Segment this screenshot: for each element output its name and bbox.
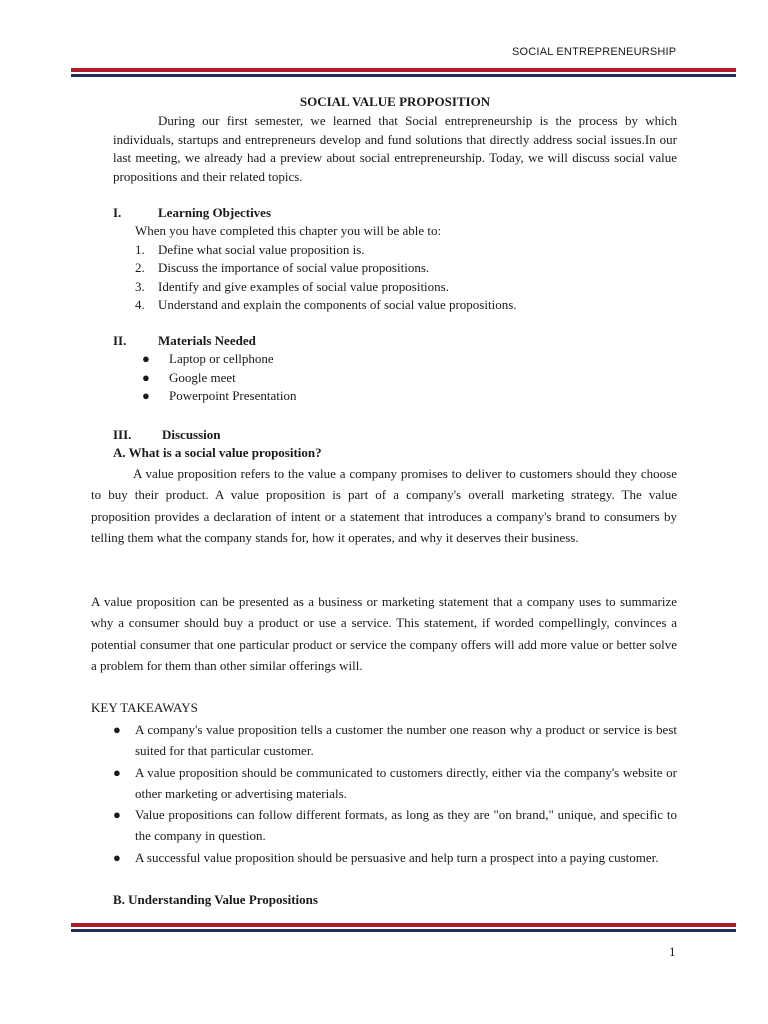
header-rule: [71, 68, 736, 77]
bullet-icon: ●: [113, 722, 121, 737]
list-item: [135, 296, 695, 314]
list-item: [113, 719, 677, 762]
list-item: [135, 278, 695, 296]
item-text: A value proposition should be communicated to customers directly, either via the company's website or other marketing or advertising materials.: [135, 764, 677, 801]
list-item: [135, 259, 695, 277]
item-number: 1.: [135, 242, 145, 257]
item-text: Identify and give examples of social value propositions.: [158, 278, 449, 294]
section-number: II.: [113, 333, 127, 348]
list-item: [142, 350, 542, 369]
section-discussion-heading: [113, 427, 221, 443]
running-header: SOCIAL ENTREPRENEURSHIP: [512, 46, 677, 58]
materials-list: [142, 350, 542, 406]
list-item: [142, 387, 542, 406]
section-number: I.: [113, 205, 122, 220]
bullet-icon: ●: [142, 351, 150, 366]
item-text: A company's value proposition tells a customer the number one reason why a product or service is best suited for that particular customer.: [135, 722, 677, 759]
subsection-b-heading: B. Understanding Value Propositions: [113, 892, 318, 907]
bullet-icon: ●: [113, 807, 121, 823]
item-text: Understand and explain the components of social value propositions.: [158, 296, 517, 312]
objectives-list: [135, 241, 695, 314]
list-item: [113, 847, 677, 868]
section-heading: Discussion: [162, 427, 221, 442]
item-text: Value propositions can follow different formats, as long as they are "on brand," unique, and specific to the company in question.: [135, 807, 677, 844]
item-number: 4.: [135, 296, 145, 312]
section-learning-objectives-heading: [113, 205, 271, 221]
item-text: Define what social value proposition is.: [158, 242, 365, 257]
page-number: 1: [669, 944, 676, 959]
discussion-paragraph-2: A value proposition can be presented as a business or marketing statement that a company uses to summarize why a consumer should buy a product or use a service. This statement, if worded compellingly, convinces a potential consumer that one particular product or service the company offers will add more value or better solve a problem for them than other similar offerings will.: [91, 594, 677, 673]
section-materials-heading: [113, 333, 256, 349]
bullet-icon: ●: [142, 388, 150, 404]
item-number: 2.: [135, 260, 145, 276]
bullet-icon: ●: [142, 369, 150, 385]
item-text: Laptop or cellphone: [169, 351, 274, 366]
intro-text: During our first semester, we learned that Social entrepreneurship is the process by which individuals, startups and entrepreneurs develop and fund solutions that directly address social issues.In our last meeting, we already had a preview about social entrepreneurship. Today, we will discuss social value propositions and their related topics.: [113, 113, 677, 184]
item-text: Powerpoint Presentation: [169, 388, 297, 404]
bullet-icon: ●: [113, 849, 121, 865]
intro-paragraph: [113, 112, 677, 186]
section-heading: Learning Objectives: [158, 205, 272, 220]
objectives-lead: When you have completed this chapter you will be able to:: [135, 223, 442, 238]
list-item: [142, 369, 542, 388]
document-title: SOCIAL VALUE PROPOSITION: [299, 94, 491, 109]
subsection-a-heading: A. What is a social value proposition?: [113, 445, 322, 460]
item-text: A successful value proposition should be persuasive and help turn a prospect into a paying customer.: [135, 849, 659, 865]
bullet-icon: ●: [113, 764, 121, 780]
list-item: [113, 762, 677, 805]
key-takeaways-list: [113, 719, 677, 868]
list-item: [135, 241, 695, 259]
discussion-paragraph-1: A value proposition refers to the value a company promises to deliver to customers should they choose to buy their product. A value proposition is part of a company's overall marketing strategy. The value proposition provides a declaration of intent or a statement that introduces a company's brand to consumers by telling them what the company stands for, how it operates, and why it deserves their business.: [91, 466, 677, 545]
footer-rule: [71, 923, 736, 932]
section-number: III.: [113, 427, 132, 442]
section-heading: Materials Needed: [158, 333, 256, 348]
key-takeaways-heading: KEY TAKEAWAYS: [91, 700, 198, 715]
item-text: Discuss the importance of social value propositions.: [158, 260, 430, 276]
item-number: 3.: [135, 278, 145, 294]
list-item: [113, 804, 677, 847]
item-text: Google meet: [169, 369, 236, 385]
